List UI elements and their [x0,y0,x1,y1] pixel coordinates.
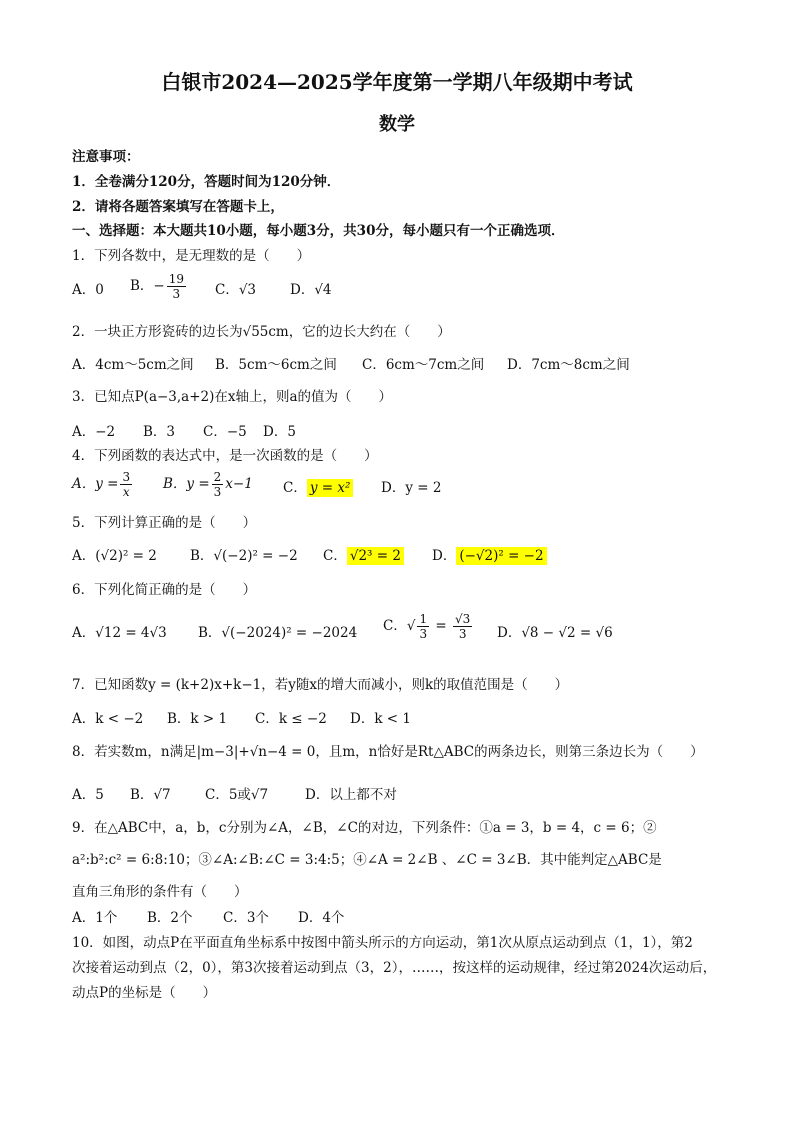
subject-title: 数学 [379,114,415,135]
question-9-line-2: a²:b²:c² = 6:8:10；③∠A:∠B:∠C = 3:4:5；④∠A = 2∠B 、∠C = 3∠B．其中能判定△ABC是 [72,852,662,868]
question-3-stem: 3．已知点P(a−3,a+2)在x轴上，则a的值为（ ） [72,389,393,405]
q3-option-b: B．3 [143,424,176,440]
q6-option-a: A．√12 = 4√3 [72,625,167,641]
q2-option-b: B．5cm～6cm之间 [215,357,337,373]
q8-option-a: A．5 [72,787,104,803]
q5-option-c [323,546,404,566]
q4-a-denominator: x [122,485,130,499]
q7-option-c: C．k ≤ −2 [255,711,327,727]
question-6-stem: 6．下列化简正确的是（ ） [72,582,257,598]
q6-option-c: C．√ $\frac{1}{3}$ = $\frac{√3}{3}$ [383,612,471,641]
q6-option-b: B．√(−2024)² = −2024 [198,625,358,641]
q3-option-a: A．−2 [72,424,116,440]
q5-option-d [432,546,547,566]
question-9-line-1: 9．在△ABC中，a，b，c分别为∠A，∠B，∠C的对边，下列条件：①a = 3，b = 4，c = 6；② [72,820,657,836]
q4-c-highlighted-answer: y = x² [307,479,354,497]
question-4-stem: 4．下列函数的表达式中，是一次函数的是（ ） [72,448,378,464]
q4-c-label: C． [283,480,307,496]
q1-option-c: C．√3 [215,282,257,298]
q4-b-suffix: x−1 [225,476,253,492]
q4-b-numerator: 2 [213,470,222,484]
q4-a-numerator: 3 [122,470,131,484]
q5-d-label: D． [432,548,457,564]
q2-option-a: A．4cm～5cm之间 [72,357,194,373]
q5-option-a: A．(√2)² = 2 [72,548,157,564]
q4-b-prefix: B．y = [163,476,210,492]
q7-option-b: B．k > 1 [167,711,228,727]
q3-option-d: D．5 [263,424,296,440]
q7-option-d: D．k < 1 [350,711,411,727]
q4-option-b [163,470,253,499]
q4-b-denominator: 3 [213,485,222,499]
note-1: 1．全卷满分120分，答题时间为120分钟． [72,174,341,190]
sqrt-sign-icon: √ [406,618,416,634]
question-1-stem: 1．下列各数中，是无理数的是（ ） [72,248,311,264]
q8-option-d: D．以上都不对 [305,787,397,803]
q4-option-a [72,470,134,499]
q9-option-b: B．2个 [147,910,193,926]
question-2-stem: 2．一块正方形瓷砖的边长为√55cm，它的边长大约在（ ） [72,324,451,340]
q1-option-d: D．√4 [290,282,332,298]
question-10-line-3: 动点P的坐标是（ ） [72,985,217,1001]
q1-option-a: A．0 [72,282,104,298]
q4-b-fraction [212,470,224,499]
question-9-line-3: 直角三角形的条件有（ ） [72,884,248,900]
q3-option-c: C．−5 [203,424,247,440]
q9-option-c: C．3个 [223,910,269,926]
q6-c-fraction-2 [453,612,472,641]
q5-c-highlighted: √2³ = 2 [347,547,404,565]
q8-option-b: B．√7 [130,787,171,803]
question-10-line-1: 10．如图，动点P在平面直角坐标系中按图中箭头所示的方向运动，第1次从原点运动到点（1，1），第2 [72,935,693,951]
q4-option-c [283,478,353,498]
q4-option-d: D．y = 2 [381,480,442,496]
exam-title: 白银市2024—2025学年度第一学期八年级期中考试 [161,70,633,94]
q9-option-a: A．1个 [72,910,118,926]
q9-option-d: D．4个 [298,910,345,926]
q2-option-d: D．7cm～8cm之间 [507,357,630,373]
q1-option-b [130,272,188,301]
question-7-stem: 7．已知函数y = (k+2)x+k−1，若y随x的增大而减小，则k的取值范围是（ ） [72,677,569,693]
q6-c-den2: 3 [458,627,467,641]
question-10-line-2: 次接着运动到点（2，0），第3次接着运动到点（3，2），……，按这样的运动规律，经过第2024次运动后， [72,960,717,976]
q6-c-fraction-1 [417,612,429,641]
q4-a-fraction [120,470,132,499]
question-5-stem: 5．下列计算正确的是（ ） [72,515,257,531]
notes-header: 注意事项： [72,149,140,165]
section-heading: 一、选择题：本大题共10小题，每小题3分，共30分，每小题只有一个正确选项． [72,223,565,239]
q5-c-label: C． [323,548,347,564]
note-2: 2．请将各题答案填写在答题卡上， [72,199,284,215]
q1-option-b-prefix: B．− [130,278,165,294]
q6-c-prefix: C． [383,618,407,634]
q5-option-b: B．√(−2)² = −2 [190,548,298,564]
q1-b-numerator: 19 [168,272,185,286]
q1-b-denominator: 3 [172,287,181,301]
q6-c-num2: √3 [455,612,471,626]
q8-option-c: C．5或√7 [205,787,269,803]
q2-option-c: C．6cm～7cm之间 [362,357,485,373]
q1-option-b-fraction [167,272,186,301]
question-8-stem: 8．若实数m，n满足|m−3|+√n−4 = 0，且m，n恰好是Rt△ABC的两条边长，则第三条边长为（ ） [72,744,704,760]
q6-c-num1: 1 [419,612,428,626]
q6-c-den1: 3 [419,627,428,641]
q6-option-d: D．√8 − √2 = √6 [497,625,613,641]
q4-a-prefix: A．y = [72,476,119,492]
q5-d-highlighted: (−√2)² = −2 [456,547,546,565]
q7-option-a: A．k < −2 [72,711,144,727]
